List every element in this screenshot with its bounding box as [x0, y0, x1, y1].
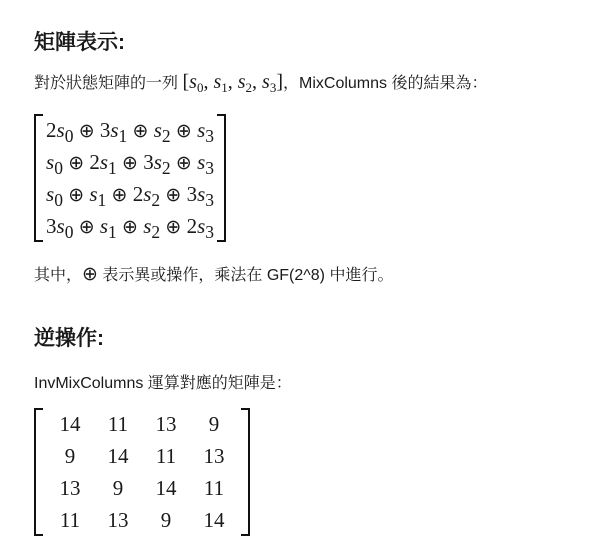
xor-explanation [34, 262, 393, 285]
matrix-cell: 11 [203, 476, 225, 500]
intro-suffix: ，MixColumns 後的結果為： [283, 75, 488, 92]
matrix-row: $s_0$ ⊕ $s_1$ ⊕ $2s_2$ ⊕ $3s_3$ [46, 182, 215, 211]
matrix-cell: 13 [155, 412, 177, 436]
matrix-cell: 14 [59, 412, 81, 436]
state-column-intro [34, 70, 487, 94]
explanation-suffix: 表示異或操作，乘法在 GF(2^8) 中進行。 [97, 267, 394, 284]
left-bracket [34, 114, 43, 242]
inverse-mixcolumns-matrix [34, 408, 250, 536]
explanation-prefix: 其中， [34, 267, 83, 284]
matrix-representation-heading: 矩陣表示: [34, 31, 125, 54]
matrix-row [46, 408, 238, 440]
matrix-cell: 9 [64, 444, 76, 468]
matrix-cell: 11 [59, 508, 81, 532]
matrix-row: $2s_0$ ⊕ $3s_1$ ⊕ $s_2$ ⊕ $s_3$ [46, 118, 215, 147]
mixcolumns-result-matrix [34, 114, 226, 242]
matrix-row [46, 440, 238, 472]
right-bracket [217, 114, 226, 242]
matrix-row: $s_0$ ⊕ $2s_1$ ⊕ $3s_2$ ⊕ $s_3$ [46, 150, 215, 179]
matrix-row: $3s_0$ ⊕ $s_1$ ⊕ $s_2$ ⊕ $2s_3$ [46, 214, 215, 243]
matrix-cell: 11 [155, 444, 177, 468]
right-bracket [241, 408, 250, 536]
inverse-intro: InvMixColumns 運算對應的矩陣是： [34, 375, 292, 392]
matrix-cell: 13 [59, 476, 81, 500]
matrix-cell: 9 [112, 476, 124, 500]
inverse-operation-heading: 逆操作: [34, 327, 104, 350]
matrix-cell: 9 [208, 412, 220, 436]
xor-symbol-icon: ⊕ [82, 263, 98, 285]
matrix-cell: 14 [155, 476, 177, 500]
matrix-cell: 11 [107, 412, 129, 436]
matrix-row [46, 472, 238, 504]
matrix-row [46, 504, 238, 536]
matrix-cell: 13 [107, 508, 129, 532]
matrix-cell: 9 [160, 508, 172, 532]
state-column-vector: [$s_0$, $s_1$, $s_2$, $s_3$] [182, 71, 283, 95]
matrix-cell: 14 [107, 444, 129, 468]
matrix-cell: 13 [203, 444, 225, 468]
matrix-cell: 14 [203, 508, 225, 532]
left-bracket [34, 408, 43, 536]
intro-prefix: 對於狀態矩陣的一列 [34, 75, 179, 92]
